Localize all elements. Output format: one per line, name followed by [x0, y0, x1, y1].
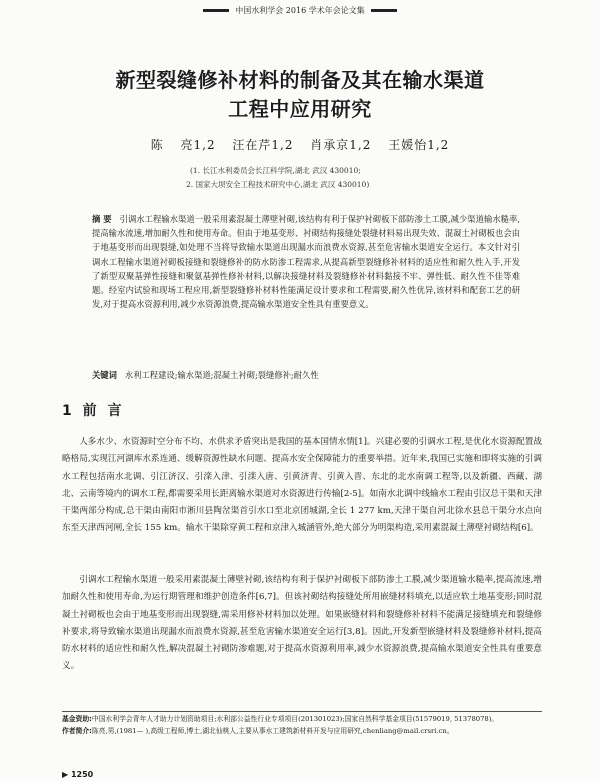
paragraph-text: 引调水工程输水渠道一般采用素混凝土薄壁衬砌,该结构有利于保护衬砌板下部防渗土工膜,减少渠道输水糙率,提高流速,增加耐久性和使用寿命,为运行期管理和维护创造条件[6,7]。但该衬砌结构接缝处所用嵌缝材料填充,以适应软土地基变形;同时混凝土衬砌板也会由于地基变形而出现裂缝,需采用修补材料加以处理。如果嵌缝材料和裂缝修补材料不能满足接缝填充和裂缝修补要求,将导致输水渠道出现漏水而浪费水资源,甚至危害输水渠道安全运行[3,8]。因此,开发新型嵌缝材料及裂缝修补材料,提高防水材料的适应性和耐久性,解决混凝土衬砌防渗难题,对于提高水资源利用率,减少水资源浪费,提高输水渠道安全性具有重要意义。: [62, 575, 542, 672]
header-rule-left: [203, 9, 229, 12]
body-paragraph-2: [62, 572, 542, 676]
title-line-1: 新型裂缝修补材料的制备及其在输水渠道: [115, 68, 485, 92]
section-heading: 1 前 言: [62, 403, 125, 419]
page-number: ▶ 1250: [62, 770, 94, 779]
author-list: 陈 亮1,2 汪在芹1,2 肖承京1,2 王媛怡1,2: [150, 138, 450, 152]
affiliation-2: 2. 国家大坝安全工程技术研究中心,湖北 武汉 430010): [186, 180, 370, 189]
author-note: [62, 725, 542, 737]
abstract-label: 摘 要: [92, 214, 112, 224]
paper-title: [0, 66, 600, 124]
running-title: 中国水利学会 2016 学术年会论文集: [235, 5, 365, 15]
footnote-divider: [62, 711, 542, 712]
body-paragraph-1: [62, 434, 542, 538]
keywords: [92, 369, 520, 381]
funding-label: 基金资助:: [62, 715, 92, 723]
title-line-2: 工程中应用研究: [228, 97, 372, 121]
header-rule-right: [371, 9, 397, 12]
running-header: [0, 0, 600, 20]
keywords-label: 关键词: [92, 370, 117, 380]
affiliation-1: (1. 长江水利委员会长江科学院,湖北 武汉 430010;: [190, 166, 361, 175]
page-number-value: 1250: [70, 770, 94, 779]
abstract-text: 引调水工程输水渠道一般采用素混凝土薄壁衬砌,该结构有利于保护衬砌板下部防渗土工膜,减少渠道输水糙率,提高输水流速,增加耐久性和使用寿命。但由于地基变形、衬砌结构接缝处裂缝材料易出现失效、混凝土衬砌板也会由于地基变形而出现裂缝,如处理不当将导致输水渠道出现漏水而浪费水资源,甚至危害输水渠道安全运行。本文针对引调水工程输水渠道衬砌板接缝和裂缝修补的防水防渗工程需求,从提高新型裂缝修补材料的适应性和耐久性入手,开发了新型双聚基弹性接缝和聚氨基弹性修补材料,以解决接缝材料及裂缝修补材料黏接不牢、弹性低、耐久性不佳等难题。经室内试验和现场工程应用,新型裂缝修补材料性能满足设计要求和工程需要,耐久性优异,该材料和配套工艺的研发,对于提高水资源利用,减少水资源浪费,提高输水渠道安全性具有重要意义。: [92, 214, 520, 310]
author-bio-text: 陈亮,男,(1981— ),高级工程师,博士,湖北仙桃人,主要从事水工建筑新材料开发与应用研究,chenliang@mail.crsri.cn。: [91, 727, 454, 736]
abstract: [92, 212, 520, 311]
author-bio-label: 作者简介:: [62, 727, 92, 736]
footnotes: [62, 713, 542, 738]
funding-note: [62, 713, 542, 725]
funding-text: 中国水利学会青年人才助力计划资助项目;水利部公益性行业专项项目(201301023);国家自然科学基金项目(51579019, 51378078)。: [91, 715, 499, 723]
paragraph-text: 人多水少、水资源时空分布不均、水供求矛盾突出是我国的基本国情水情[1]。兴建必要的引调水工程,是优化水资源配置战略格局,实现江河湖库水系连通、缓解资源性缺水问题、提高水安全保障能力的重要举措。近年来,我国已实施和即将实施的引调水工程包括南水北调、引江济汉、引滦入津、引滦入唐、引黄济青、引黄入晋、东北的北水南调工程等,以及新疆、西藏、湖北、云南等境内的调水工程,都需要采用长距离输水渠道对水资源进行传输[2-5]。如南水北调中线输水工程由引汉总干渠和天津干渠两部分构成,总干渠由南阳市淅川县陶岔渠首引水口至北京团城湖,全长 1 277 km,天津干渠自河北徐水县总干渠分水点向东至天津西河闸,全长 155 km。输水干渠除穿黄工程和京津入城涵管外,绝大部分为明渠构造,采用素混凝土薄壁衬砌结构[6]。: [62, 437, 542, 534]
keywords-text: 水利工程建设;输水渠道;混凝土衬砌;裂缝修补;耐久性: [124, 370, 319, 380]
